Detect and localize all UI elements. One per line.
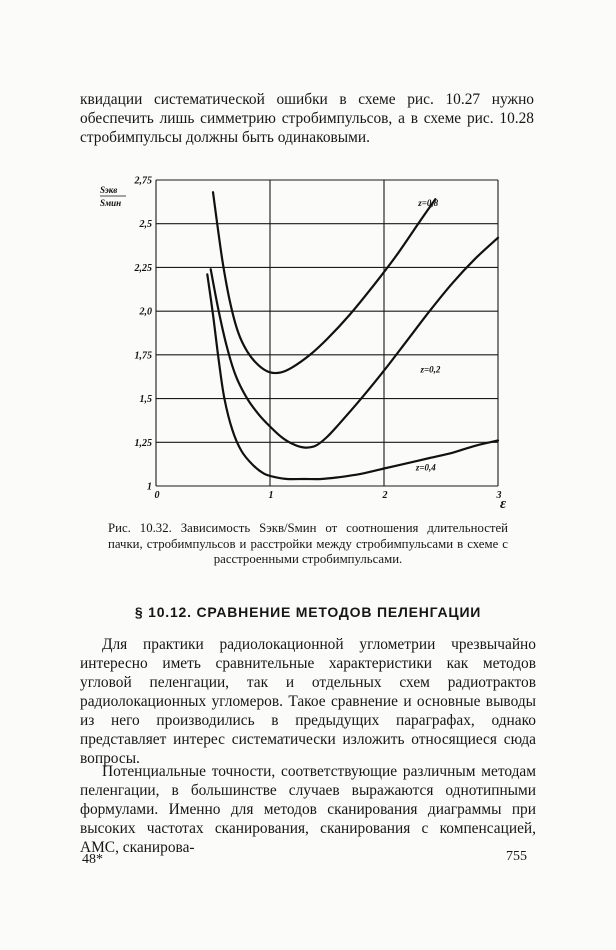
figure-caption: Рис. 10.32. Зависимость Sэкв/Sмин от соотношения длительностей пачки, стробимпульсов и расстройки между стробимпульсами в схеме с расстроенными стробимпульсами. (108, 521, 508, 567)
paragraph-2: Потенциальные точности, соответствующие различным методам пеленгации, в большинстве случаев выражаются однотипными формулами. Именно для методов сканирования диаграммы при высоких частотах сканирования, сканирования с компенсацией, АМС, сканирова- (80, 763, 536, 856)
y-axis-label-denominator: Sмин (100, 198, 122, 208)
y-tick-label-7: 2,75 (134, 175, 152, 187)
signature-mark: 48* (82, 852, 103, 867)
y-tick-label-5: 2,25 (134, 262, 152, 274)
curve-3 (207, 274, 498, 479)
x-tick-label-0: 0 (154, 490, 160, 501)
x-tick-label-3: 3 (496, 490, 502, 501)
y-axis-label-numerator: Sэкв (100, 185, 118, 195)
y-tick-label-6: 2,5 (139, 219, 152, 231)
grid-layer (156, 180, 498, 486)
x-axis-label: ε (500, 496, 507, 512)
y-tick-label-1: 1,25 (134, 437, 152, 449)
curve-label-1: z=0,8 (418, 198, 439, 209)
y-tick-label-4: 2,0 (139, 306, 152, 318)
y-tick-label-3: 1,75 (134, 350, 152, 362)
section-heading: § 10.12. СРАВНЕНИЕ МЕТОДОВ ПЕЛЕНГАЦИИ (134, 604, 482, 620)
x-tick-label-2: 2 (382, 490, 388, 501)
y-tick-label-0: 1 (147, 481, 152, 493)
text-layer (100, 176, 507, 513)
curve-2 (211, 238, 498, 448)
paragraph-1: Для практики радиолокационной углометрии чрезвычайно интересно иметь сравнительные характеристики как методов угловой пеленгации, так и отдельных схем радиотрактов радиолокационных угломеров. Такое сравнение и основные выводы из него производились в предыдущих параграфах, однако представляет интерес систематически изложить относящиеся сюда вопросы. (80, 636, 536, 767)
curve-label-3: z=0,4 (415, 462, 436, 473)
page-number: 755 (506, 849, 527, 864)
top-paragraph: квидации систематической ошибки в схеме рис. 10.27 нужно обеспечить лишь симметрию стробимпульсов, а в схеме рис. 10.28 стробимпульсы должны быть одинаковыми. (80, 91, 534, 146)
figure-10-32 (96, 172, 516, 512)
chart-svg (96, 172, 516, 512)
curve-label-2: z=0,2 (420, 364, 441, 375)
x-tick-label-1: 1 (268, 490, 274, 501)
curve-layer (207, 192, 498, 479)
y-tick-label-2: 1,5 (139, 394, 152, 406)
